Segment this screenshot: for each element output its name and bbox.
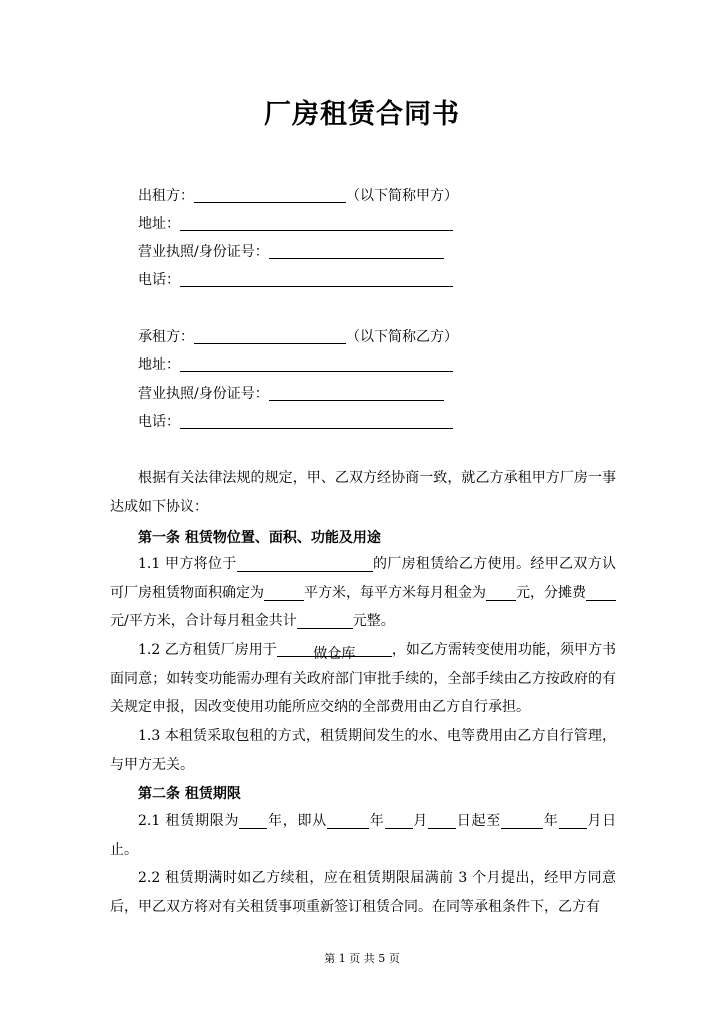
clause-text: 年 [369, 813, 385, 829]
lessor-address-label: 地址： [138, 216, 180, 232]
lessee-phone-line [138, 413, 453, 431]
intro-paragraph [110, 464, 616, 521]
clause-text: 1.1 甲方将位于 [138, 556, 237, 572]
end-year-blank [501, 812, 543, 829]
lessor-suffix: （以下简称甲方） [346, 188, 458, 204]
lessee-suffix: （以下简称乙方） [346, 329, 458, 345]
clause-text: ，如乙方需转变使用功能，须甲方书面同意；如转变功能需办理有关政府部门审批手续的，全部手续由乙方按政府的有关规定申报，因改变使用功能所应交纳的全部费用由乙方自行承担。 [110, 642, 617, 715]
years-blank [239, 812, 267, 829]
clause-text: 元/平方米，合计每月租金共计 [110, 613, 297, 629]
clause-text: 日起至 [456, 813, 502, 829]
lessor-license-line [138, 243, 444, 261]
lessee-phone-blank [180, 413, 453, 429]
lessee-license-label: 营业执照/身份证号： [138, 386, 269, 402]
lessee-address-blank [180, 356, 453, 372]
clause-text: 月 [412, 813, 429, 829]
lessor-phone-blank [180, 271, 453, 287]
share-fee-blank [586, 584, 616, 601]
article2-clause2 [110, 864, 616, 921]
article2-heading: 第二条 租赁期限 [138, 786, 241, 802]
intro-text: 根据有关法律法规的规定，甲、乙双方经协商一致，就乙方承租甲方厂房一事达成如下协议： [110, 470, 616, 515]
clause-text: 2.1 租赁期限为 [138, 813, 240, 829]
clause-text: 年，即从 [267, 813, 327, 829]
clause-text: 1.3 本租赁采取包租的方式，租赁期间发生的水、电等费用由乙方自行管理，与甲方无关。 [110, 728, 616, 773]
rent-blank [486, 584, 516, 601]
lessee-address-label: 地址： [138, 357, 180, 373]
article1-clause2 [110, 636, 616, 722]
lessor-phone-line [138, 271, 453, 289]
lessor-label: 出租方： [138, 188, 194, 204]
clause-text: 2.2 租赁期满时如乙方续租，应在租赁期限届满前 3 个月提出，经甲方同意后，甲乙双方将对有关租赁事项重新签订租赁合同。在同等承租条件下，乙方有 [110, 870, 616, 915]
page-title: 厂房租赁合同书 [264, 99, 460, 130]
lessor-license-label: 营业执照/身份证号： [138, 244, 269, 260]
article1-heading: 第一条 租赁物位置、面积、功能及用途 [138, 530, 381, 546]
clause-text: 元整。 [352, 613, 395, 629]
lessee-license-line [138, 385, 444, 403]
clause-text: 1.2 乙方租赁厂房用于 [138, 642, 277, 658]
lessee-name-blank [194, 328, 346, 344]
location-blank [237, 555, 373, 572]
lessor-phone-label: 电话： [138, 272, 180, 288]
lessor-address-line [138, 215, 453, 233]
clause-text: 元，分摊费 [516, 584, 586, 601]
article1-clause1 [110, 550, 616, 636]
clause-text: 月日止。 [110, 813, 617, 858]
usage-value: 做仓库 [313, 646, 356, 662]
area-blank [264, 584, 304, 601]
start-year-blank [327, 812, 369, 829]
lessor-license-blank [269, 243, 444, 259]
article1-clause3 [110, 722, 616, 779]
usage-blank [277, 640, 392, 662]
start-day-blank [428, 812, 456, 829]
total-rent-blank [297, 612, 353, 629]
article2-clause1 [110, 807, 616, 864]
lessor-name-line [138, 187, 458, 205]
lessee-name-line [138, 328, 458, 346]
lessor-name-blank [194, 187, 346, 203]
lessee-address-line [138, 356, 453, 374]
lessee-phone-label: 电话： [138, 414, 180, 430]
lessee-license-blank [269, 385, 444, 401]
clause-text: 年 [543, 813, 559, 829]
clause-text: 平方米，每平方米每月租金为 [304, 584, 486, 601]
end-month-blank [559, 812, 587, 829]
lessor-address-blank [180, 215, 453, 231]
lessee-label: 承租方： [138, 329, 194, 345]
clause-text: 的厂房租赁给乙方使用。经甲乙双方认可厂房租赁物面积确定为 [110, 556, 617, 601]
start-month-blank [385, 812, 413, 829]
page-footer: 第 1 页 共 5 页 [324, 952, 400, 965]
